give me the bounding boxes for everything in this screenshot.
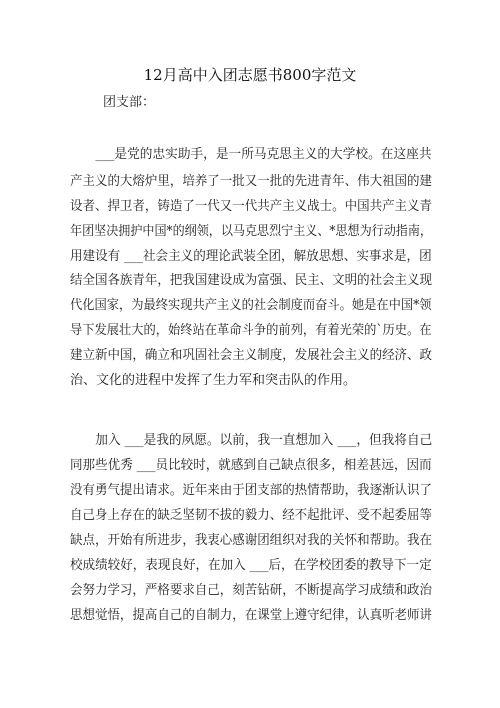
paragraph-line: 同那些优秀 ___员比较时，就感到自己缺点很多，相差甚远，因而 (70, 458, 432, 473)
paragraph-line: 缺点，开始有所进步，我衷心感谢团组织对我的关怀和帮助。我在 (70, 533, 433, 548)
paragraph-line: 校成绩较好，表现良好，在加入 ___后，在学校团委的教导下一定 (70, 558, 432, 573)
paragraph-line: 治、文化的进程中发挥了生力军和突击队的作用。 (70, 373, 357, 388)
document-title: 12月高中入团志愿书800字范文 (143, 66, 357, 84)
paragraph-line: 思想觉悟，提高自己的自制力，在课堂上遵守纪律，认真听老师讲 (70, 608, 433, 623)
paragraph-line: 用建设有 ___社会主义的理论武装全团，解放思想、实事求是，团 (70, 249, 432, 264)
paragraph-line: 没有勇气提出请求。近年来由于团支部的热情帮助，我逐渐认识了 (70, 483, 433, 498)
paragraph-line: 代化国家，为最终实现共产主义的社会制度而奋斗。她是在中国*领 (70, 298, 432, 313)
paragraph-line: 加入 ___是我的夙愿。以前，我一直想加入 ___，但我将自己 (70, 433, 433, 448)
paragraph-line: 年团坚决拥护中国*的纲领，以马克思烈宁主义、*思想为行动指南， (70, 224, 433, 239)
paragraph-line: 设者、捍卫者，铸造了一代又一代共产主义战士。中国共产主义青 (70, 199, 433, 214)
salutation: 团支部： (103, 95, 156, 110)
paragraph-line: ___是党的忠实助手，是一所马克思主义的大学校。在这座共 (70, 147, 432, 162)
paragraph-line: 建立新中国，确立和巩固社会主义制度，发展社会主义的经济、政 (70, 348, 433, 363)
paragraph-line: 产主义的大熔炉里，培养了一批又一批的先进青年、伟大祖国的建 (70, 174, 433, 189)
paragraph-line: 会努力学习，严格要求自己，刻苦钻研，不断提高学习成绩和政治 (70, 583, 433, 598)
paragraph-line: 导下发展壮大的，始终站在革命斗争的前列，有着光荣的`历史。在 (70, 323, 432, 338)
paragraph-line: 结全国各族青年，把我国建设成为富强、民主、文明的社会主义现 (70, 273, 433, 288)
paragraph-line: 自己身上存在的缺乏坚韧不拔的毅力、经不起批评、受不起委屈等 (70, 508, 433, 523)
